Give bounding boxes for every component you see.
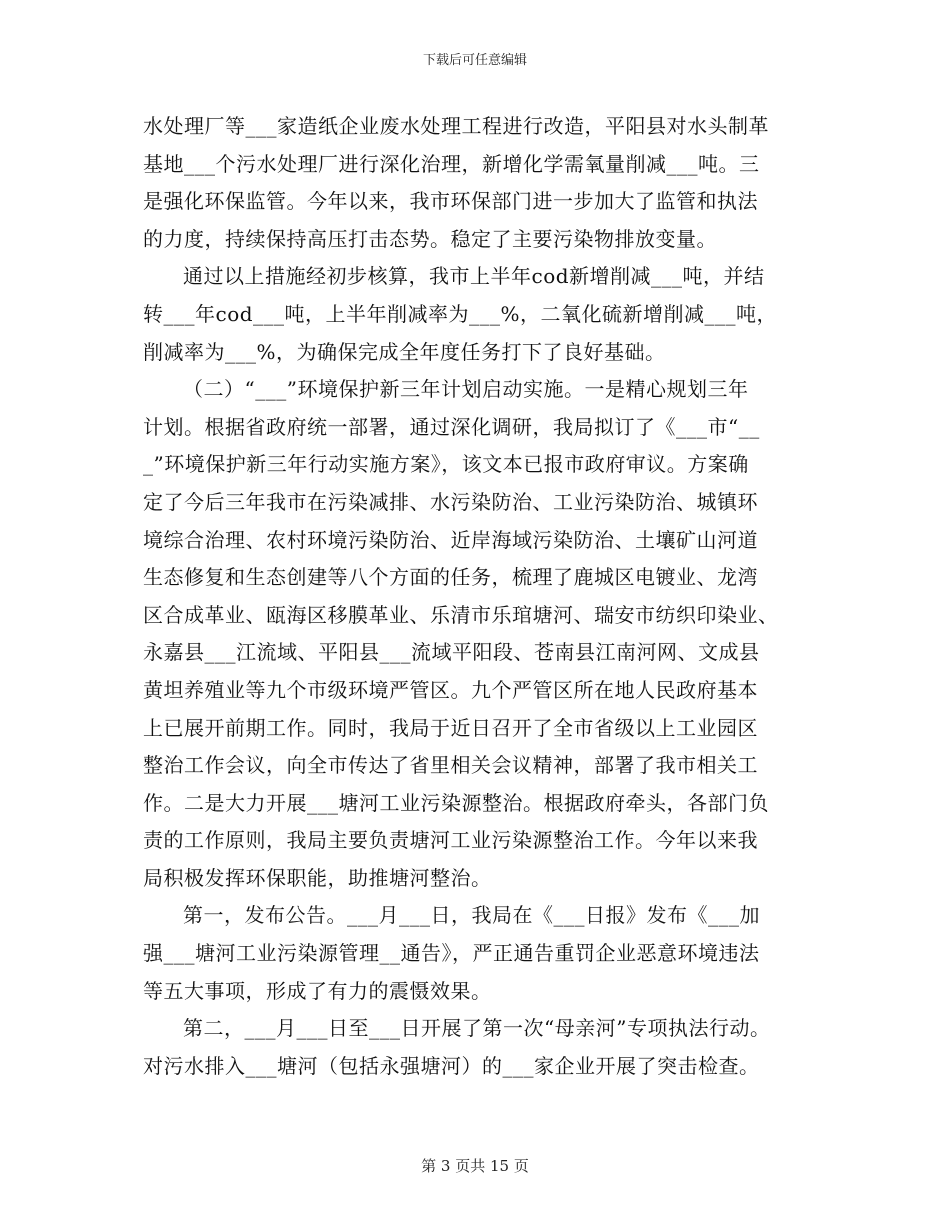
text-line: 是强化环保监管。今年以来，我市环保部门进一步加大了监管和执法 bbox=[143, 189, 758, 214]
text-line: _”环境保护新三年行动实施方案》，该文本已报市政府审议。方案确 bbox=[143, 452, 749, 477]
text-line: 基地___个污水处理厂进行深化治理，新增化学需氧量削减___吨。三 bbox=[143, 151, 760, 176]
text-line: 等五大事项，形成了有力的震慑效果。 bbox=[143, 978, 492, 1003]
text-line: 通过以上措施经初步核算，我市上半年cod新增削减___吨，并结 bbox=[183, 264, 765, 289]
text-line: 的力度，持续保持高压打击态势。稳定了主要污染物排放变量。 bbox=[143, 226, 717, 251]
text-line: 上已展开前期工作。同时，我局于近日召开了全市省级以上工业园区 bbox=[143, 715, 758, 740]
text-line: 永嘉县___江流域、平阳县___流域平阳段、苍南县江南河网、文成县 bbox=[143, 640, 760, 665]
text-line: 转___年cod___吨，上半年削减率为___%，二氧化硫新增削减___吨， bbox=[143, 301, 778, 326]
text-line: 第二，___月___日至___日开展了第一次“母亲河”专项执法行动。 bbox=[183, 1016, 771, 1041]
paragraph-4 bbox=[143, 897, 813, 1010]
paragraph-3 bbox=[143, 371, 813, 897]
text-line: 责的工作原则，我局主要负责塘河工业污染源整治工作。今年以来我 bbox=[143, 828, 758, 853]
text-line: 生态修复和生态创建等八个方面的任务，梳理了鹿城区电镀业、龙湾 bbox=[143, 565, 758, 590]
text-line: 第一，发布公告。___月___日，我局在《___日报》发布《___加 bbox=[183, 903, 760, 928]
text-line: 定了今后三年我市在污染减排、水污染防治、工业污染防治、城镇环 bbox=[143, 489, 758, 514]
text-line: 水处理厂等___家造纸企业废水处理工程进行改造，平阳县对水头制革 bbox=[143, 114, 769, 138]
text-line: 境综合治理、农村环境污染防治、近岸海域污染防治、土壤矿山河道 bbox=[143, 527, 758, 552]
text-line: 作。二是大力开展___塘河工业污染源整治。根据政府牵头，各部门负 bbox=[143, 790, 769, 815]
text-line: 计划。根据省政府统一部署，通过深化调研，我局拟订了《___市“__ bbox=[143, 414, 760, 439]
text-line: 整治工作会议，向全市传达了省里相关会议精神，部署了我市相关工 bbox=[143, 753, 758, 778]
document-body bbox=[143, 108, 813, 1085]
paragraph-5 bbox=[143, 1010, 813, 1085]
text-line: （二）“___”环境保护新三年计划启动实施。一是精心规划三年 bbox=[183, 377, 749, 402]
page-footer: 第 3 页共 15 页 bbox=[421, 1157, 529, 1175]
paragraph-2 bbox=[143, 258, 813, 371]
paragraph-1 bbox=[143, 108, 813, 258]
text-line: 对污水排入___塘河（包括永强塘河）的___家企业开展了突击检查。 bbox=[143, 1053, 760, 1078]
page-header: 下载后可任意编辑 bbox=[422, 53, 527, 68]
text-line: 强___塘河工业污染源管理__通告》，严正通告重罚企业恶意环境违法 bbox=[143, 941, 760, 966]
text-line: 黄坦养殖业等九个市级环境严管区。九个严管区所在地人民政府基本 bbox=[143, 677, 758, 702]
text-line: 削减率为___%，为确保完成全年度任务打下了良好基础。 bbox=[143, 339, 666, 364]
text-line: 局积极发挥环保职能，助推塘河整治。 bbox=[143, 865, 492, 890]
text-line: 区合成革业、瓯海区移膜革业、乐清市乐琯塘河、瑞安市纺织印染业、 bbox=[143, 602, 779, 627]
